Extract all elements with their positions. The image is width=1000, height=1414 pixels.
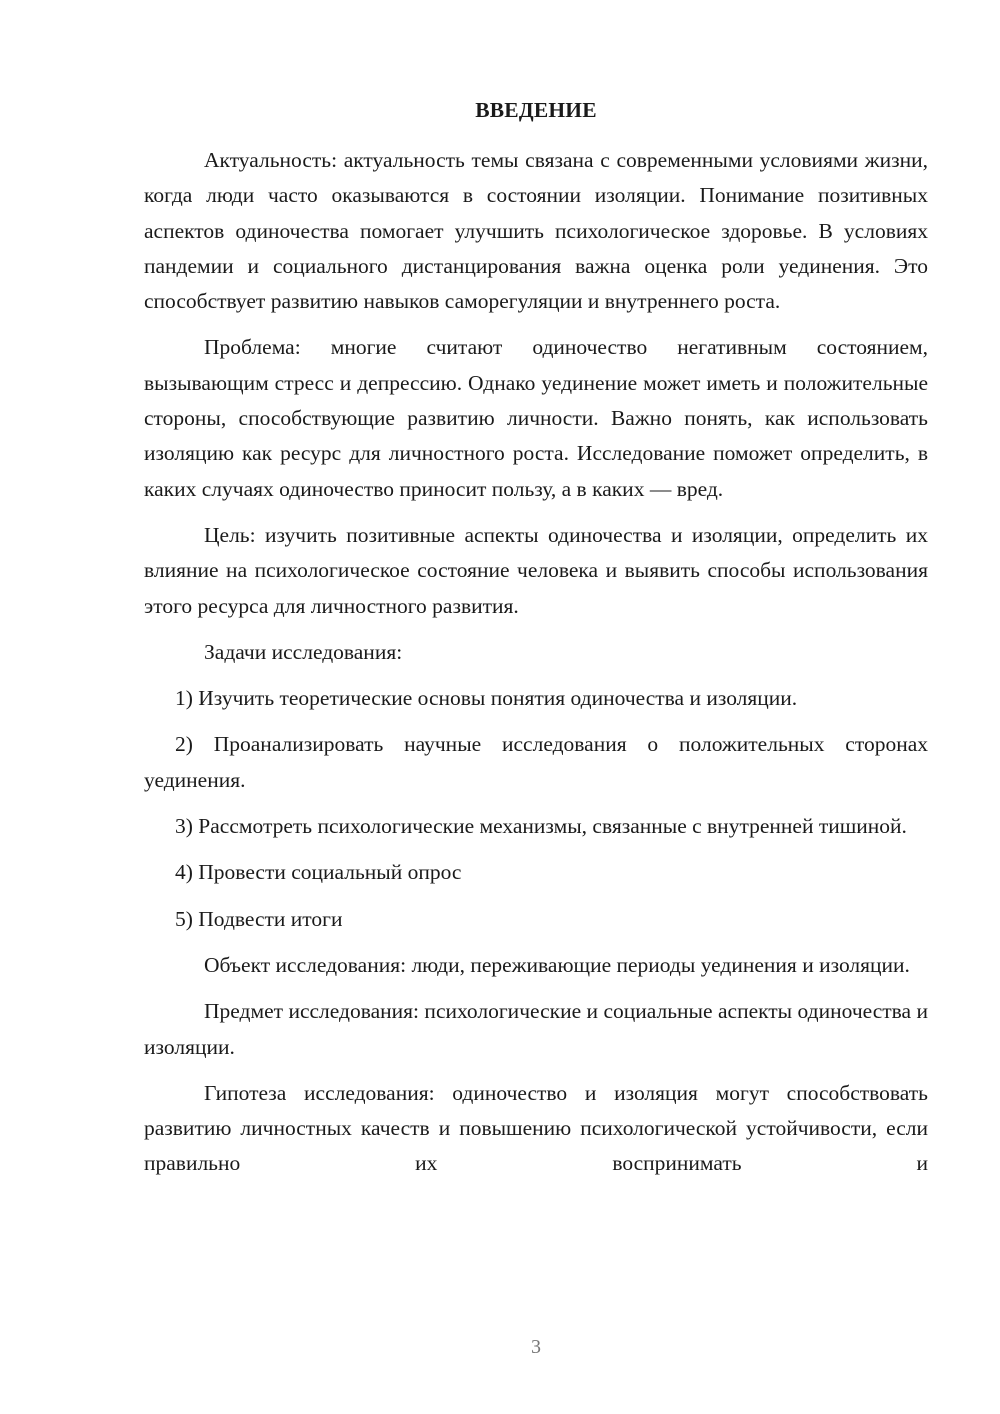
section-title: ВВЕДЕНИЕ [475, 98, 597, 122]
paragraph-problem: Проблема: многие считают одиночество негативным состоянием, вызывающим стресс и депрессию. Однако уединение может иметь и положительные стороны, способствующие развитию личности. Важно понять, как использовать изоляцию как ресурс для личностного роста. Исследование поможет определить, в каких случаях одиночество приносит пользу, а в каких — вред. [144, 335, 928, 501]
task-item-5: 5) Подвести итоги [175, 906, 343, 931]
paragraph-object: Объект исследования: люди, переживающие периоды уединения и изоляции. [204, 952, 910, 977]
document-page [144, 95, 928, 1193]
paragraph-relevance: Актуальность: актуальность темы связана с современными условиями жизни, когда люди часто оказываются в состоянии изоляции. Понимание позитивных аспектов одиночества помогает улучшить психологическое здоровье. В условиях пандемии и социального дистанцирования важна оценка роли уединения. Это способствует развитию навыков саморегуляции и внутреннего роста. [144, 148, 928, 314]
paragraph-tasks-heading: Задачи исследования: [204, 639, 403, 664]
page-number: 3 [531, 1336, 541, 1358]
paragraph-goal: Цель: изучить позитивные аспекты одиночества и изоляции, определить их влияние на психологическое состояние человека и выявить способы использования этого ресурса для личностного развития. [144, 522, 928, 618]
task-item-3: 3) Рассмотреть психологические механизмы, связанные с внутренней тишиной. [175, 814, 907, 839]
task-item-1: 1) Изучить теоретические основы понятия одиночества и изоляции. [175, 686, 798, 711]
paragraph-hypothesis: Гипотеза исследования: одиночество и изоляция могут способствовать развитию личностных качеств и повышению психологической устойчивости, если правильно их воспринимать и [144, 1080, 928, 1176]
task-item-2: 2) Проанализировать научные исследования о положительных сторонах уединения. [144, 732, 928, 792]
task-item-4: 4) Провести социальный опрос [175, 860, 462, 885]
paragraph-subject: Предмет исследования: психологические и социальные аспекты одиночества и изоляции. [144, 999, 928, 1059]
